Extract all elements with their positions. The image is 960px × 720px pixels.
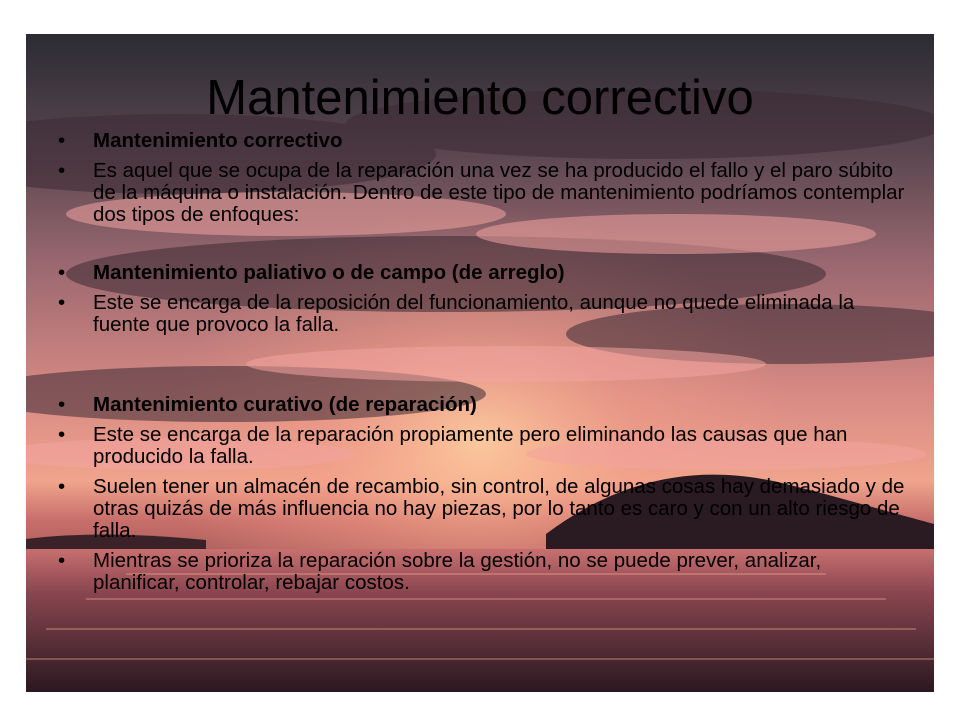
bullet-item-almacen: [58, 476, 908, 542]
bullet-item-paliativo-desc: [58, 292, 908, 336]
bullet-text: Mantenimiento paliativo o de campo (de arreglo): [93, 261, 565, 284]
bullet-item-definicion: [58, 160, 908, 226]
bullet-icon: •: [58, 549, 66, 572]
bullet-icon: •: [58, 393, 66, 416]
bullet-text: Suelen tener un almacén de recambio, sin control, de algunas cosas hay demasiado y de otras quizás de más influencia no hay piezas, por lo tanto es caro y con un alto riesgo de falla.: [93, 475, 905, 542]
bullet-icon: •: [58, 159, 66, 182]
bullet-icon: •: [58, 475, 66, 498]
bullet-icon: •: [58, 261, 66, 284]
slide: [26, 34, 934, 692]
bullet-text: Mantenimiento correctivo: [93, 129, 343, 152]
bullet-icon: •: [58, 291, 66, 314]
bullet-text: Este se encarga de la reparación propiamente pero eliminando las causas que han producido la falla.: [93, 423, 848, 468]
bullet-item-gestion: [58, 550, 908, 594]
bullet-text: Es aquel que se ocupa de la reparación una vez se ha producido el fallo y el paro súbito de la máquina o instalación. Dentro de este tipo de mantenimiento podríamos contemplar dos tipos de enfoques:: [93, 159, 905, 226]
bullet-item-heading-paliativo: [58, 262, 908, 284]
bullet-text: Mantenimiento curativo (de reparación): [93, 393, 477, 416]
bullet-item-heading-curativo: [58, 394, 908, 416]
bullet-item-curativo-desc: [58, 424, 908, 468]
bullet-icon: •: [58, 129, 66, 152]
bullet-icon: •: [58, 423, 66, 446]
slide-title: Mantenimiento correctivo: [206, 71, 754, 125]
bullet-item-heading-correctivo: [58, 130, 908, 152]
bullet-text: Mientras se prioriza la reparación sobre la gestión, no se puede prever, analizar, planificar, controlar, rebajar costos.: [93, 549, 822, 594]
bullet-text: Este se encarga de la reposición del funcionamiento, aunque no quede eliminada la fuente que provoco la falla.: [93, 291, 855, 336]
bullet-list: [58, 130, 908, 594]
